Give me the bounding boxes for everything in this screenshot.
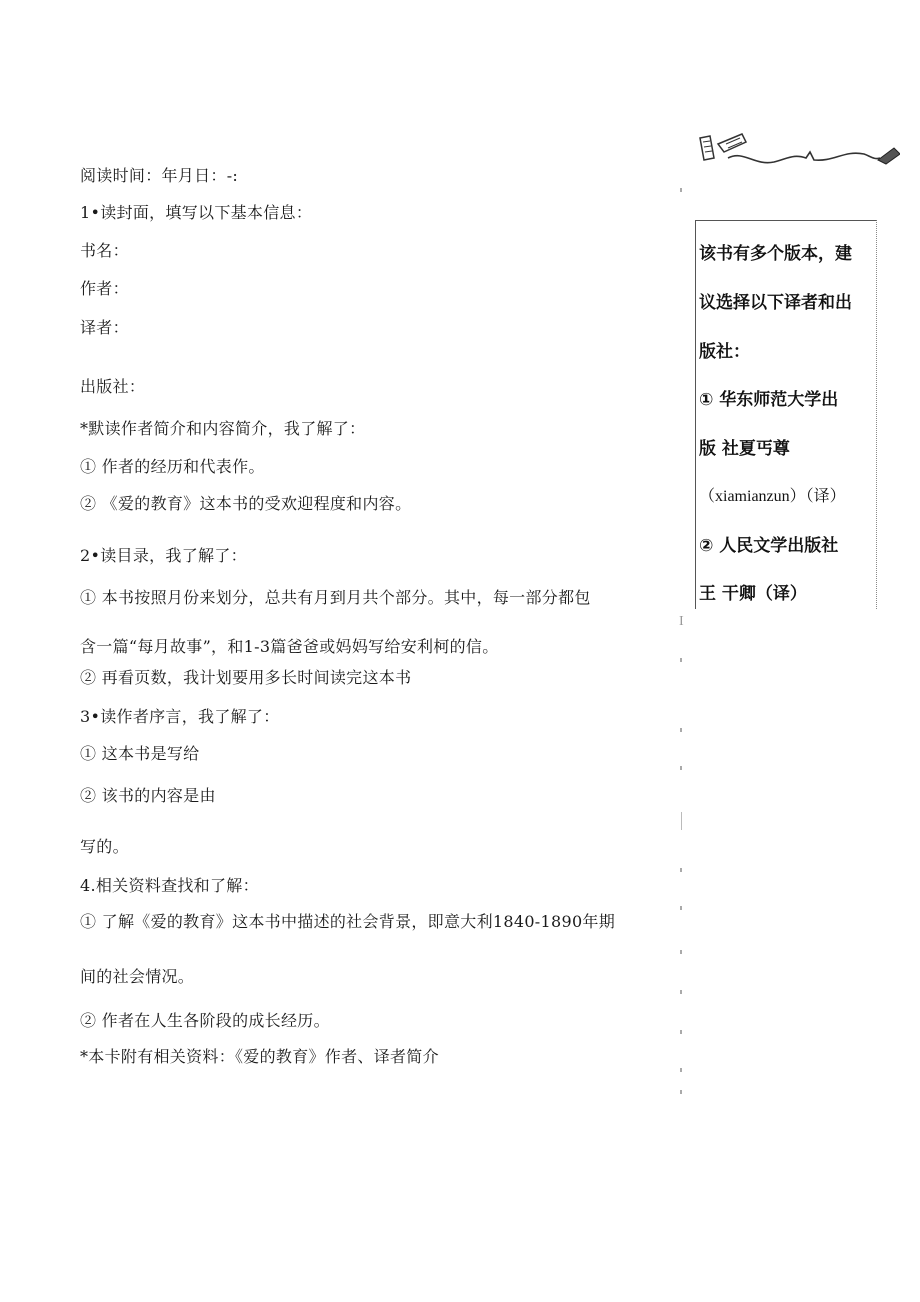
section4-heading: 4.相关资料查找和了解： (80, 876, 259, 895)
sidebar-line: 版社： (699, 342, 750, 362)
margin-mark (680, 1068, 682, 1072)
section4-item2: ② 作者在人生各阶段的成长经历。 (80, 1011, 330, 1030)
margin-mark (680, 868, 682, 872)
section2-item2: ② 再看页数，我计划要用多长时间读完这本书 (80, 668, 412, 687)
margin-mark (680, 906, 682, 910)
section3-item1: ① 这本书是写给 (80, 744, 200, 763)
paper-pencil-doodle-icon (694, 128, 900, 170)
sidebar-line: （xiamianzun）（译） (699, 488, 846, 505)
sidebar-line: 该书有多个版本，建 (699, 244, 852, 264)
margin-mark (680, 1030, 682, 1034)
section2-item1-line1: ① 本书按照月份来划分，总共有月到月共个部分。其中，每一部分都包 (80, 588, 591, 607)
reading-time-line: 阅读时间：年月日：-: (80, 166, 239, 185)
field-author: 作者： (80, 279, 129, 298)
section1-item2: ② 《爱的教育》这本书的受欢迎程度和内容。 (80, 494, 412, 513)
edition-recommendation-box (695, 220, 877, 609)
margin-bar (681, 812, 682, 830)
section3-item2: ② 该书的内容是由 (80, 786, 216, 805)
margin-mark (680, 658, 682, 662)
section2-heading: 2•读目录，我了解了： (80, 546, 247, 565)
field-book-title: 书名： (80, 241, 129, 260)
sidebar-line: ② 人民文学出版社 (699, 536, 839, 556)
margin-mark (680, 766, 682, 770)
margin-mark (680, 1090, 682, 1094)
sidebar-line: 王 干卿（译） (699, 584, 807, 604)
section2-item1-line2: 含一篇“每月故事”，和1-3篇爸爸或妈妈写给安利柯的信。 (80, 637, 499, 656)
margin-mark (680, 950, 682, 954)
section1-heading: 1•读封面，填写以下基本信息： (80, 203, 313, 222)
section4-item1-line1: ① 了解《爱的教育》这本书中描述的社会背景，即意大利1840-1890年期 (80, 912, 616, 931)
section3-heading: 3•读作者序言，我了解了： (80, 707, 280, 726)
margin-mark (680, 728, 682, 732)
field-publisher: 出版社： (80, 377, 146, 396)
section3-item2-cont: 写的。 (80, 837, 129, 856)
sidebar-line: 版 社夏丐尊 (699, 439, 790, 459)
margin-mark (680, 990, 682, 994)
section1-item1: ① 作者的经历和代表作。 (80, 457, 265, 476)
margin-mark (680, 188, 682, 192)
section4-item1-line2: 间的社会情况。 (80, 967, 195, 986)
field-translator: 译者： (80, 318, 129, 337)
text-cursor-icon: I (679, 614, 684, 629)
sidebar-line: ① 华东师范大学出 (699, 390, 839, 410)
sidebar-line: 议选择以下译者和出 (699, 293, 852, 313)
section1-intro: *默读作者简介和内容简介，我了解了： (80, 419, 366, 438)
section4-note: *本卡附有相关资料：《爱的教育》作者、译者简介 (80, 1047, 439, 1066)
